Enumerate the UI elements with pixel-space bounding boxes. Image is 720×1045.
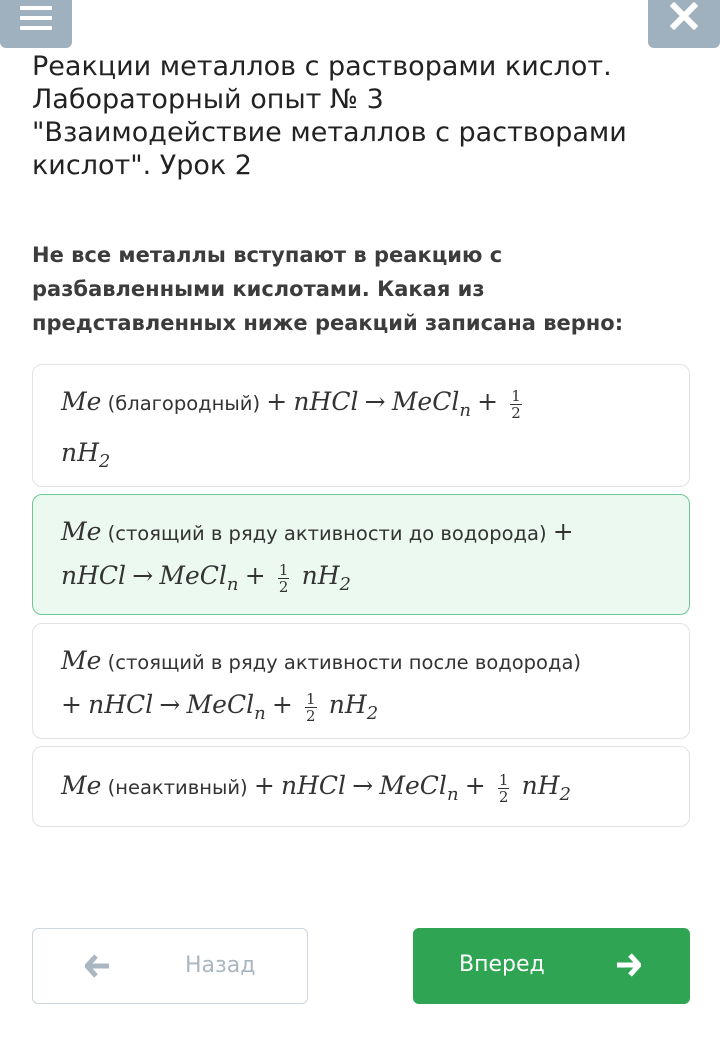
question-line: представленных ниже реакций записана верно: <box>32 311 624 335</box>
fraction-one-half <box>278 562 290 595</box>
metal-qualifier: (благородный) <box>107 392 261 415</box>
fraction-one-half <box>498 772 510 805</box>
answer-option-2[interactable] <box>32 494 690 615</box>
back-button[interactable] <box>32 928 308 1004</box>
plus-sign: + <box>253 771 275 800</box>
salt-formula: MeCl <box>159 561 227 590</box>
salt-subscript: n <box>226 574 239 595</box>
reagent: nHCl <box>293 387 359 416</box>
fraction-denominator: 2 <box>511 404 521 422</box>
gas <box>328 690 379 724</box>
title-line: "Взаимодействие металлов с растворами <box>32 117 627 148</box>
gas-formula: nH <box>521 771 560 800</box>
gas-subscript: 2 <box>339 574 351 595</box>
fraction-denominator: 2 <box>278 578 289 596</box>
fraction-numerator: 1 <box>498 771 509 789</box>
gas-subscript: 2 <box>559 784 571 805</box>
fraction-one-half <box>510 388 522 421</box>
close-button[interactable] <box>648 0 720 48</box>
answer-option-1[interactable] <box>32 364 690 487</box>
reaction-arrow: → <box>132 561 154 590</box>
arrow-left-icon <box>85 954 111 978</box>
reagent: nHCl <box>88 690 154 719</box>
plus-sign: + <box>61 690 82 719</box>
next-button-label: Вперед <box>459 952 545 977</box>
fraction-numerator: 1 <box>278 561 289 579</box>
fraction-denominator: 2 <box>498 788 509 806</box>
salt-formula: MeCl <box>391 387 460 416</box>
salt <box>159 561 239 595</box>
reagent: nHCl <box>281 771 347 800</box>
plus-sign: + <box>464 771 486 800</box>
metal-symbol: Me <box>61 387 102 416</box>
question-line: разбавленными кислотами. Какая из <box>32 277 485 301</box>
salt <box>186 690 266 724</box>
gas-formula: nH <box>328 690 367 719</box>
answer-option-3[interactable] <box>32 623 690 739</box>
gas <box>61 438 111 472</box>
reaction-arrow: → <box>364 387 386 416</box>
reagent: nHCl <box>61 561 127 590</box>
arrow-right-icon <box>615 953 641 977</box>
metal-symbol: Me <box>61 646 102 675</box>
plus-sign: + <box>244 561 266 590</box>
gas <box>521 771 571 805</box>
metal-symbol: Me <box>61 517 102 546</box>
fraction-one-half <box>305 691 317 724</box>
salt <box>379 771 459 805</box>
salt <box>391 387 471 421</box>
plus-sign: + <box>271 690 293 719</box>
page-title <box>32 50 692 182</box>
plus-sign: + <box>552 517 574 546</box>
gas-subscript: 2 <box>98 451 111 472</box>
close-x-icon <box>670 2 698 30</box>
metal-qualifier: (неактивный) <box>107 776 248 799</box>
salt-subscript: n <box>254 703 266 724</box>
back-button-label: Назад <box>185 953 256 978</box>
salt-formula: MeCl <box>379 771 447 800</box>
plus-sign: + <box>266 387 288 416</box>
fraction-numerator: 1 <box>511 387 521 405</box>
plus-sign: + <box>477 387 499 416</box>
gas <box>301 561 351 595</box>
metal-qualifier: (стоящий в ряду активности после водорода) <box>107 651 582 674</box>
fraction-numerator: 1 <box>306 690 316 708</box>
gas-formula: nH <box>301 561 340 590</box>
next-button[interactable] <box>413 928 690 1004</box>
metal-qualifier: (стоящий в ряду активности до водорода) <box>107 522 547 545</box>
reaction-arrow: → <box>159 690 181 719</box>
salt-subscript: n <box>459 400 471 421</box>
salt-formula: MeCl <box>186 690 255 719</box>
reaction-arrow: → <box>352 771 374 800</box>
gas-formula: nH <box>61 438 99 467</box>
title-line: Лабораторный опыт № 3 <box>32 84 384 115</box>
question-text <box>32 238 702 340</box>
question-line: Не все металлы вступают в реакцию с <box>32 243 503 267</box>
answer-option-4[interactable] <box>32 746 690 827</box>
gas-subscript: 2 <box>366 703 379 724</box>
salt-subscript: n <box>446 784 459 805</box>
menu-button[interactable] <box>0 0 72 48</box>
hamburger-menu-icon <box>20 6 52 30</box>
fraction-denominator: 2 <box>306 707 316 725</box>
title-line: кислот". Урок 2 <box>32 150 252 181</box>
title-line: Реакции металлов с растворами кислот. <box>32 51 612 82</box>
metal-symbol: Me <box>61 771 102 800</box>
